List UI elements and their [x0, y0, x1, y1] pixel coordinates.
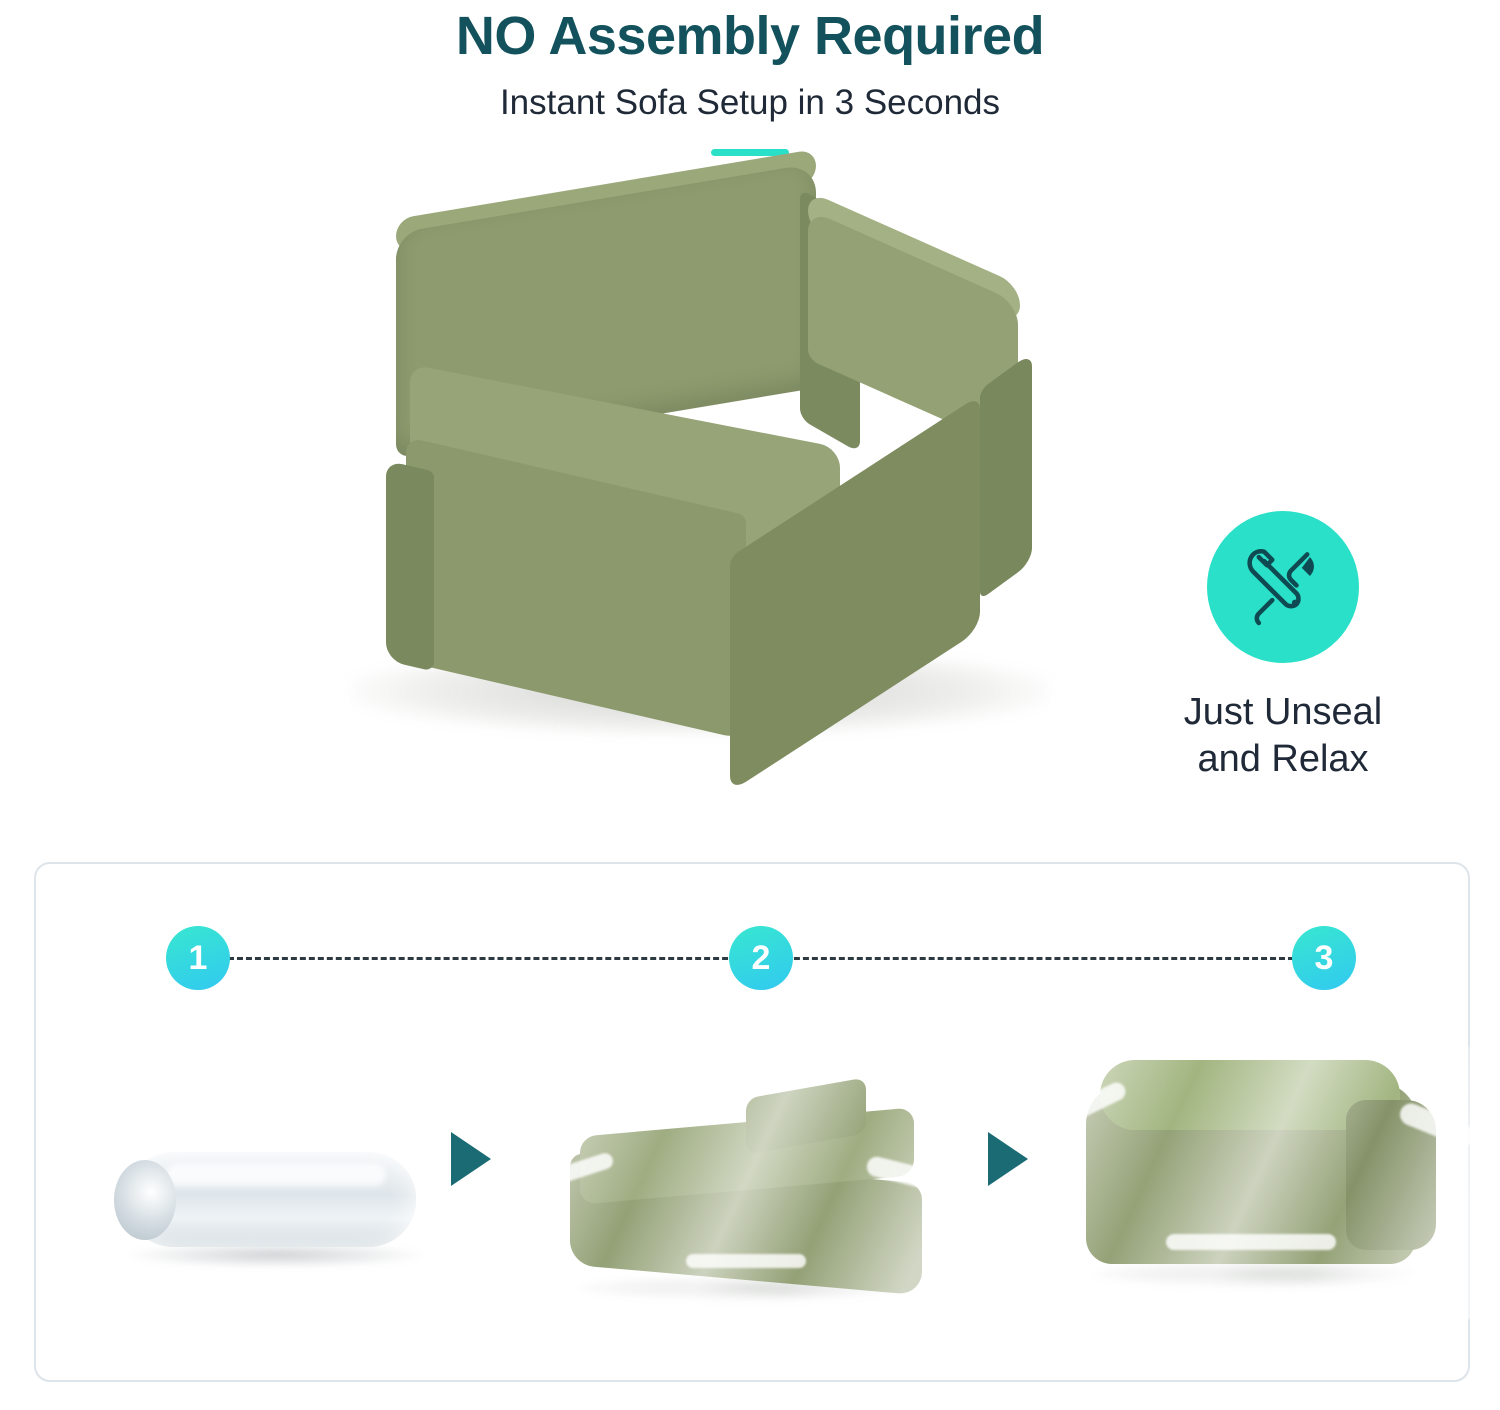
callout-line-1: Just Unseal: [1183, 690, 1383, 733]
product-image-armchair: [330, 176, 1090, 736]
stage-2-unrolled-flat: [536, 1064, 956, 1314]
plastic-film-edge-bottom: [686, 1254, 806, 1268]
step-badge-2: 2: [729, 926, 793, 990]
sofa-arm-outer-panel: [980, 352, 1032, 600]
arrow-right-icon-1: [451, 1132, 491, 1186]
tools-icon-badge: [1207, 511, 1359, 663]
page-title: NO Assembly Required: [455, 6, 1045, 66]
tools-wrench-screwdriver-icon: [1240, 541, 1326, 632]
hero-section: [0, 156, 1500, 796]
sofa-base-left-panel: [386, 460, 434, 671]
step-indicator-row: [166, 926, 1356, 990]
arrow-right-icon-2: [988, 1132, 1028, 1186]
plastic-film-edge-bottom-2: [1166, 1234, 1336, 1250]
stage-3-expanded-wrapped: [1046, 1034, 1476, 1324]
rolled-package-end: [114, 1160, 176, 1240]
plastic-wrap-highlight: [166, 1164, 386, 1186]
step-illustrations: [36, 1014, 1468, 1354]
header: [0, 0, 1500, 156]
page-subtitle: Instant Sofa Setup in 3 Seconds: [499, 82, 1001, 122]
feature-callout: [1148, 511, 1418, 784]
callout-line-2: and Relax: [1197, 738, 1369, 781]
stage-1-rolled-package: [106, 1104, 436, 1284]
step-badge-1: 1: [166, 926, 230, 990]
feature-callout-label: [1148, 689, 1418, 784]
setup-steps-panel: [34, 862, 1470, 1382]
step-badge-3: 3: [1292, 926, 1356, 990]
